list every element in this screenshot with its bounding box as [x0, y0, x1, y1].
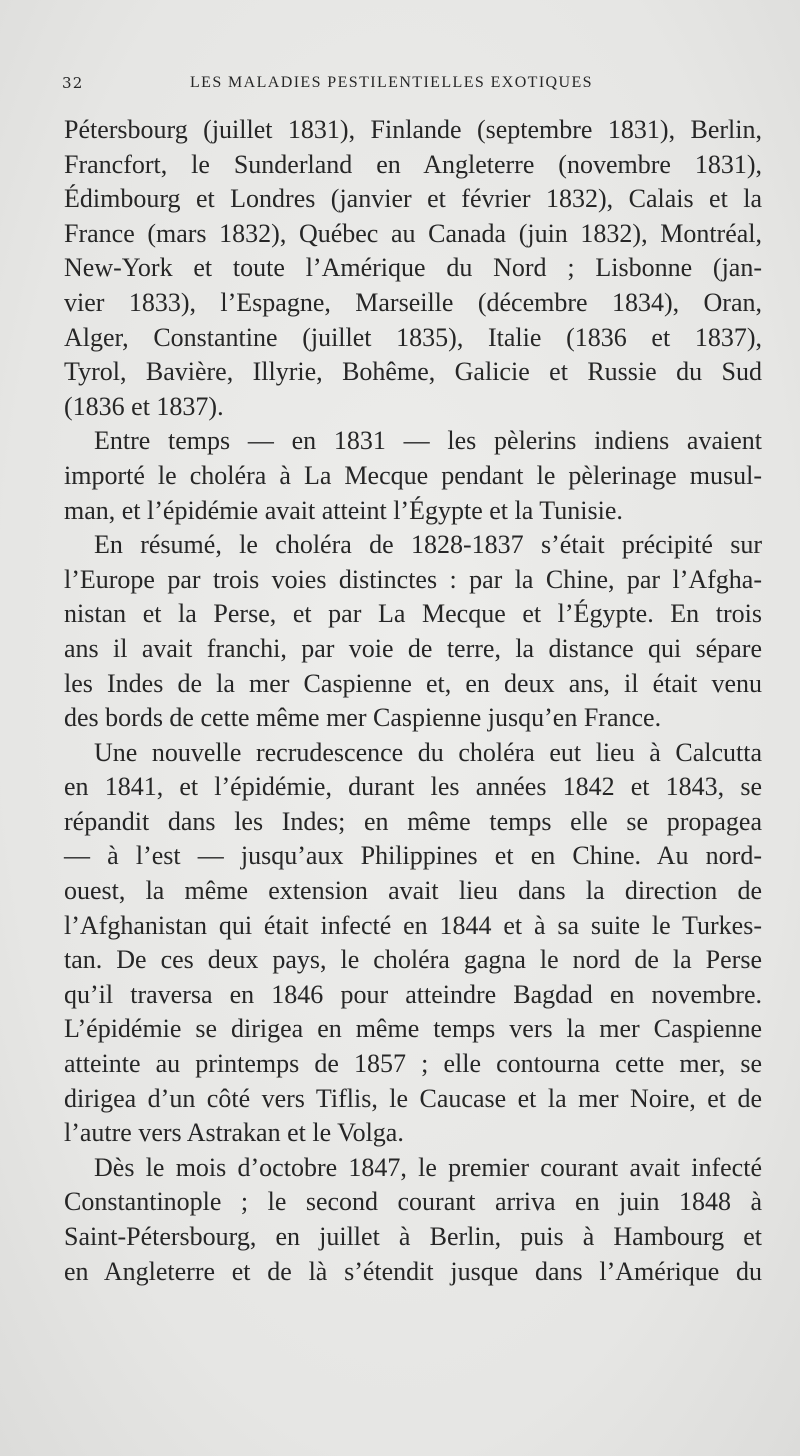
text-line: Une nouvelle recrudescence du choléra eut lieu à Calcutta: [94, 737, 762, 767]
text-line: nistan et la Perse, et par La Mecque et l’Égypte. En trois: [64, 599, 762, 629]
text-line: Alger, Constantine (juillet 1835), Italie (1836 et 1837),: [64, 322, 762, 352]
paragraph: [64, 113, 762, 424]
text-line: importé le choléra à La Mecque pendant le pèlerinage musul-: [64, 460, 762, 490]
paragraph: [64, 1151, 762, 1289]
text-line: New-York et toute l’Amérique du Nord ; Lisbonne (jan-: [64, 253, 762, 283]
text-line: l’Europe par trois voies distinctes : par la Chine, par l’Afgha-: [64, 564, 762, 594]
text-line: Saint-Pétersbourg, en juillet à Berlin, puis à Hambourg et: [64, 1222, 762, 1251]
text-line: dirigea d’un côté vers Tiflis, le Caucase et la mer Noire, et de: [64, 1083, 762, 1113]
text-line: vier 1833), l’Espagne, Marseille (décembre 1834), Oran,: [64, 287, 762, 317]
text-line: l’autre vers Astrakan et le Volga.: [64, 1118, 404, 1148]
text-line: man, et l’épidémie avait atteint l’Égypte et la Tunisie.: [64, 495, 623, 525]
text-line: l’Afghanistan qui était infecté en 1844 et à sa suite le Turkes-: [64, 910, 762, 940]
text-line: en 1841, et l’épidémie, durant les années 1842 et 1843, se: [64, 772, 762, 802]
text-line: répandit dans les Indes; en même temps elle se propagea: [64, 806, 762, 836]
text-line: Francfort, le Sunderland en Angleterre (novembre 1831),: [64, 149, 762, 179]
text-line: Tyrol, Bavière, Illyrie, Bohême, Galicie et Russie du Sud: [64, 357, 762, 387]
running-title: LES MALADIES PESTILENTIELLES EXOTIQUES: [190, 74, 593, 91]
text-line: atteinte au printemps de 1857 ; elle contourna cette mer, se: [64, 1049, 762, 1079]
text-line: (1836 et 1837).: [64, 391, 224, 421]
text-line: ouest, la même extension avait lieu dans la direction de: [64, 876, 762, 906]
text-line: — à l’est — jusqu’aux Philippines et en Chine. Au nord-: [64, 841, 762, 871]
paragraph: [64, 736, 762, 1151]
text-line: en Angleterre et de là s’étendit jusque dans l’Amérique du: [64, 1256, 762, 1286]
text-line: ans il avait franchi, par voie de terre, la distance qui sépare: [64, 633, 762, 663]
text-line: Constantinople ; le second courant arriva en juin 1848 à: [64, 1187, 762, 1217]
text-line: En résumé, le choléra de 1828-1837 s’était précipité sur: [94, 530, 762, 560]
body-text: [64, 113, 762, 1289]
paragraph: [64, 424, 762, 528]
text-line: qu’il traversa en 1846 pour atteindre Bagdad en novembre.: [64, 979, 762, 1009]
paragraph: [64, 528, 762, 736]
page-number: 32: [62, 74, 84, 92]
text-line: L’épidémie se dirigea en même temps vers la mer Caspienne: [64, 1014, 762, 1044]
text-line: France (mars 1832), Québec au Canada (juin 1832), Montréal,: [64, 218, 762, 248]
text-line: des bords de cette même mer Caspienne jusqu’en France.: [64, 703, 662, 733]
text-line: les Indes de la mer Caspienne et, en deux ans, il était venu: [64, 668, 762, 698]
text-line: tan. De ces deux pays, le choléra gagna le nord de la Perse: [64, 945, 762, 975]
text-line: Édimbourg et Londres (janvier et février 1832), Calais et la: [64, 184, 762, 214]
page-header: [62, 74, 762, 98]
text-line: Entre temps — en 1831 — les pèlerins indiens avaient: [94, 426, 762, 456]
text-line: Pétersbourg (juillet 1831), Finlande (septembre 1831), Berlin,: [64, 115, 762, 144]
text-line: Dès le mois d’octobre 1847, le premier courant avait infecté: [94, 1152, 762, 1182]
